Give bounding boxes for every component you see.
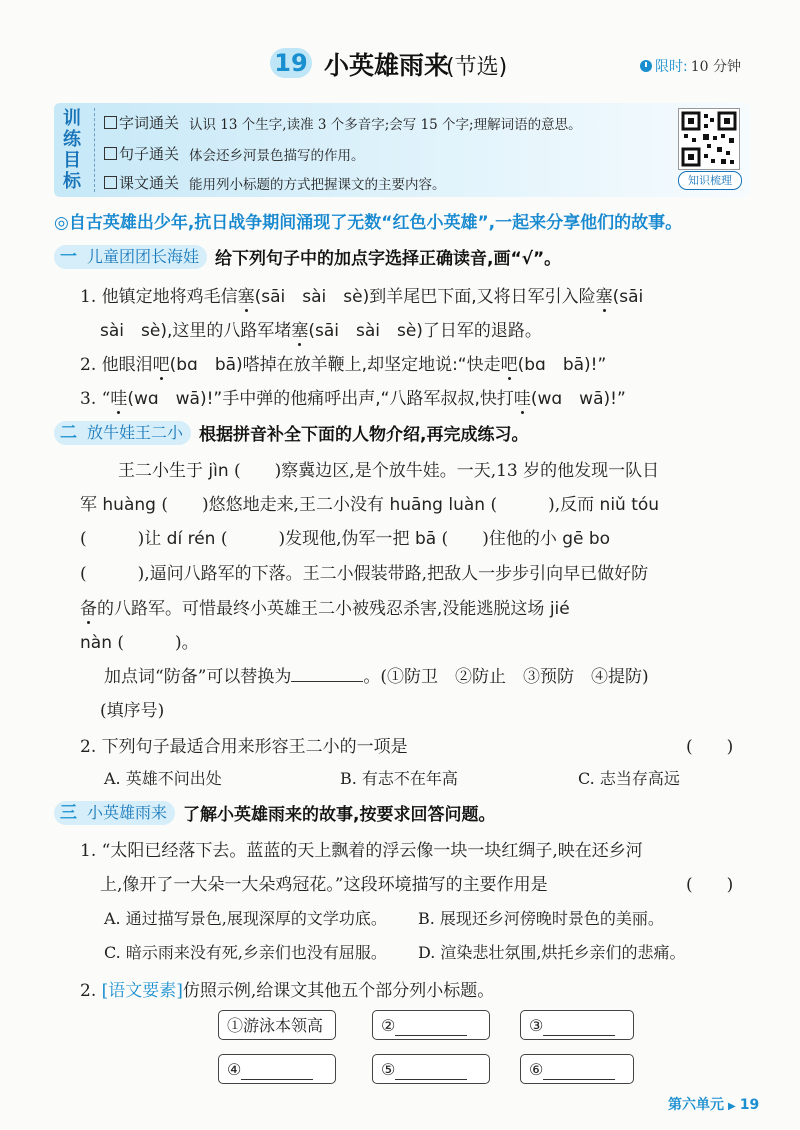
- section-instruction: 了解小英雄雨来的故事,按要求回答问题。: [183, 805, 496, 825]
- question-1-line: 上,像开了一大朵一大朵鸡冠花。”这段环境描写的主要作用是: [100, 875, 548, 895]
- goal-item: 课文通关 能用列小标题的方式把握课文的主要内容。: [104, 172, 446, 193]
- question-2-line: 2. 下列句子最适合用来形容王二小的一项是: [80, 737, 408, 757]
- checkbox-icon[interactable]: [104, 116, 117, 129]
- section-tag: 儿童团团长海娃: [83, 245, 207, 269]
- page-footer: [668, 1094, 759, 1114]
- subtitle-box[interactable]: ⑥: [520, 1054, 634, 1084]
- time-limit-value: 10 分钟: [690, 59, 741, 75]
- lesson-title: 小英雄雨来: [324, 51, 450, 80]
- section-tag: 小英雄雨来: [83, 801, 175, 825]
- question-1-line: 1. 他镇定地将鸡毛信塞(sāi sài sè)到羊尾巴下面,又将日军引入险塞(sāi: [80, 287, 644, 307]
- time-limit: [640, 56, 741, 76]
- question-3-line: 3. “哇(wɑ wā)!”手中弹的他痛呼出声,“八路军叔叔,快打哇(wɑ wā)!”: [80, 389, 626, 409]
- option-c[interactable]: C. 暗示雨来没有死,乡亲们也没有屈服。: [104, 943, 387, 962]
- option-b[interactable]: B. 展现还乡河傍晚时景色的美丽。: [418, 909, 664, 928]
- paragraph-line: 王二小生于 jìn ( )察冀边区,是个放牛娃。一天,13 岁的他发现一队日: [118, 461, 660, 481]
- qr-code-icon[interactable]: [678, 108, 740, 170]
- question-1-line: 1. “太阳已经落下去。蓝蓝的天上飘着的浮云像一块一块红绸子,映在还乡河: [80, 841, 643, 861]
- time-limit-label: 限时:: [655, 59, 688, 75]
- paragraph-line: 军 huàng ( )悠悠地走来,王二小没有 huāng luàn ( ),反而 niǔ tóu: [80, 495, 660, 515]
- section-2-header: [54, 420, 528, 445]
- subtitle-box-example: ①游泳本领高: [218, 1010, 336, 1040]
- answer-bracket[interactable]: ( ): [686, 875, 734, 895]
- option-a[interactable]: A. 英雄不问出处: [104, 769, 222, 788]
- checkbox-icon[interactable]: [104, 176, 117, 189]
- option-b[interactable]: B. 有志不在年高: [340, 769, 458, 788]
- paragraph-line: ( ),逼问八路军的下落。王二小假装带路,把敌人一步步引向早已做好防: [80, 564, 649, 584]
- question-1-note: (填序号): [100, 701, 165, 721]
- qr-label: 知识梳理: [678, 171, 742, 190]
- section-tag: 放牛娃王二小: [83, 421, 191, 445]
- answer-bracket[interactable]: ( ): [686, 737, 734, 757]
- section-instruction: 根据拼音补全下面的人物介绍,再完成练习。: [199, 425, 529, 445]
- option-c[interactable]: C. 志当存高远: [578, 769, 680, 788]
- divider: [94, 108, 95, 192]
- subtitle-box[interactable]: ②: [372, 1010, 490, 1040]
- section-3-header: [54, 800, 495, 825]
- paragraph-line: ( )让 dí rén ( )发现他,伪军一把 bā ( )住他的小 gē bo: [80, 529, 611, 549]
- training-goals-tag: 训练目标: [63, 108, 81, 192]
- subtitle-box[interactable]: ③: [520, 1010, 634, 1040]
- question-2-line: 2. [语文要素]仿照示例,给课文其他五个部分列小标题。: [80, 981, 495, 1001]
- language-element-tag: [语文要素]: [101, 981, 183, 1001]
- option-d[interactable]: D. 渲染悲壮氛围,烘托乡亲们的悲痛。: [418, 943, 686, 962]
- section-number: 三: [54, 801, 83, 825]
- page-number: 19: [739, 1097, 760, 1113]
- goal-item: 字词通关 认识 13 个生字,读准 3 个多音字;会写 15 个字;理解词语的意思。: [104, 112, 582, 133]
- checkbox-icon[interactable]: [104, 147, 117, 160]
- section-instruction: 给下列句子中的加点字选择正确读音,画“√”。: [215, 249, 562, 269]
- lesson-number: 19: [270, 48, 312, 78]
- question-1-line: 加点词“防备”可以替换为 。(①防卫 ②防止 ③预防 ④提防): [104, 667, 649, 687]
- clock-icon: [640, 60, 652, 72]
- subtitle-box[interactable]: ⑤: [372, 1054, 490, 1084]
- intro-text: ◎自古英雄出少年,抗日战争期间涌现了无数“红色小英雄”,一起来分享他们的故事。: [54, 213, 683, 233]
- section-1-header: [54, 244, 561, 269]
- paragraph-line: 备的八路军。可惜最终小英雄王二小被残忍杀害,没能逃脱这场 jié: [80, 599, 570, 619]
- triangle-right-icon: ▶: [728, 1101, 736, 1112]
- question-1-line: sài sè),这里的八路军堵塞(sāi sài sè)了日军的退路。: [100, 321, 542, 341]
- unit-label: 第六单元: [668, 1097, 724, 1113]
- answer-blank[interactable]: [291, 681, 363, 682]
- goal-item: 句子通关 体会还乡河景色描写的作用。: [104, 143, 365, 164]
- question-2-line: 2. 他眼泪吧(bɑ bā)嗒掉在放羊鞭上,却坚定地说:“快走吧(bɑ bā)!”: [80, 355, 607, 375]
- section-number: 一: [54, 245, 83, 269]
- lesson-subtitle: (节选): [446, 55, 508, 80]
- subtitle-box[interactable]: ④: [218, 1054, 336, 1084]
- section-number: 二: [54, 421, 83, 445]
- option-a[interactable]: A. 通过描写景色,展现深厚的文学功底。: [104, 909, 387, 928]
- paragraph-line: nàn ( )。: [80, 633, 199, 653]
